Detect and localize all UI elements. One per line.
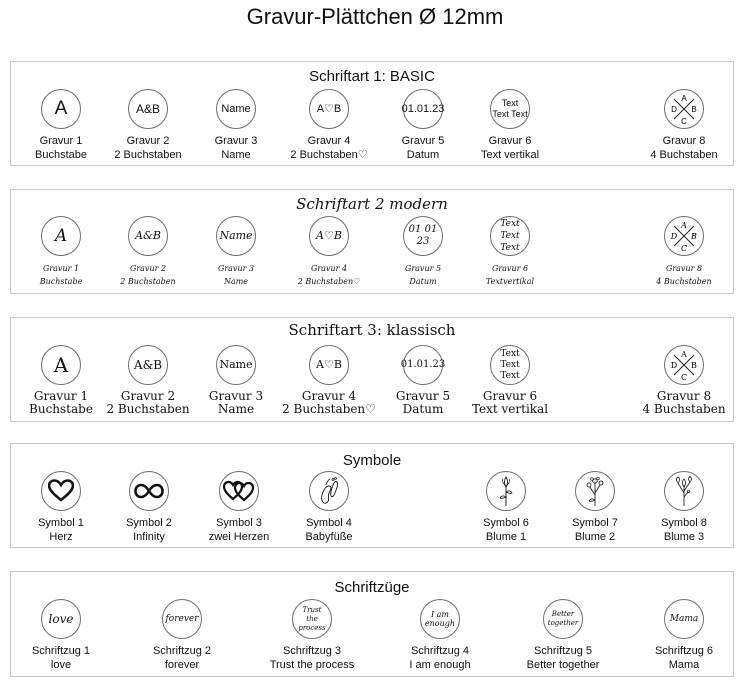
engraving-disc: A — [41, 216, 81, 256]
engraving-disc: A♡B — [309, 216, 349, 256]
option-label: Schriftzug 1 love — [31, 645, 91, 671]
engraving-disc: A♡B — [309, 89, 349, 129]
engraving-disc: Name — [216, 345, 256, 385]
option-label: Symbol 3 zwei Herzen — [208, 517, 270, 543]
option-label: Gravur 1 Buchstabe — [29, 389, 93, 416]
section-title: Schriftart 3: klassisch — [288, 321, 456, 339]
option-label: Schriftzug 3 Trust the process — [269, 645, 355, 671]
option-label: Gravur 1 Buchstabe — [35, 135, 87, 161]
section-title: Symbole — [342, 452, 402, 469]
engraving-option[interactable] — [98, 216, 198, 288]
svg-text:D: D — [671, 105, 677, 114]
svg-text:B: B — [691, 232, 697, 241]
svg-text:B: B — [691, 105, 697, 114]
engraving-disc: A — [41, 345, 81, 385]
option-label: Gravur 5 Datum — [404, 264, 442, 286]
engraving-disc: 01.01.23 — [403, 345, 443, 385]
engraving-disc: Mama — [664, 599, 704, 639]
svg-text:C: C — [680, 244, 688, 253]
svg-text:A: A — [681, 221, 687, 230]
symbol-option[interactable] — [99, 471, 199, 544]
engraving-disc: 01 01 23 — [403, 216, 443, 256]
engraving-option[interactable] — [279, 216, 379, 288]
engraving-disc: A&B — [128, 216, 168, 256]
section-symbols — [10, 443, 734, 548]
flower-1-icon — [495, 475, 517, 507]
engraving-option[interactable] — [11, 89, 111, 162]
option-label: Symbol 6 Blume 1 — [483, 517, 529, 543]
engraving-option[interactable] — [186, 216, 286, 288]
engraving-option[interactable] — [11, 345, 111, 416]
engraving-disc: A&B — [128, 89, 168, 129]
page-title: Gravur-Plättchen Ø 12mm — [246, 4, 504, 29]
svg-text:C: C — [681, 117, 687, 126]
option-label: Symbol 4 Babyfüße — [305, 517, 353, 543]
engraving-option[interactable] — [186, 89, 286, 162]
heart-icon — [48, 479, 74, 503]
svg-text:D: D — [670, 361, 678, 370]
engraving-disc — [664, 345, 704, 385]
engraving-disc: Text Text Text — [490, 216, 530, 256]
lettering-option[interactable] — [132, 599, 232, 672]
symbol-option[interactable] — [279, 471, 379, 544]
option-label: Symbol 8 Blume 3 — [661, 517, 707, 543]
symbol-option[interactable] — [11, 471, 111, 544]
option-label: Symbol 7 Blume 2 — [572, 517, 618, 543]
engraving-disc: I am enough — [420, 599, 460, 639]
option-label: Gravur 3 Name — [208, 389, 264, 416]
option-label: Gravur 4 2 Buchstaben♡ — [290, 135, 368, 161]
svg-text:C: C — [680, 373, 688, 382]
option-label: Gravur 4 2 Buchstaben♡ — [282, 389, 376, 416]
engraving-option[interactable] — [373, 89, 473, 162]
option-label: Schriftzug 6 Mama — [654, 645, 714, 671]
engraving-option[interactable] — [460, 89, 560, 162]
option-label: Gravur 8 4 Buchstaben — [650, 135, 718, 161]
engraving-option[interactable] — [634, 345, 734, 416]
engraving-disc: A♡B — [309, 345, 349, 385]
baby-feet-icon — [314, 476, 344, 506]
four-letters-cross — [665, 346, 703, 384]
option-label: Gravur 6 Textvertikal — [485, 264, 535, 286]
option-label: Schriftzug 4 I am enough — [409, 645, 471, 671]
engraving-disc: A&B — [128, 345, 168, 385]
engraving-option[interactable] — [460, 216, 560, 288]
engraving-disc: Name — [216, 216, 256, 256]
option-label: Gravur 2 2 Buchstaben — [120, 264, 176, 286]
section-title: Schriftart 2 modern — [296, 195, 448, 213]
option-label: Gravur 6 Text vertikal — [471, 389, 549, 416]
engraving-disc: love — [41, 599, 81, 639]
option-label: Gravur 5 Datum — [401, 135, 445, 161]
engraving-disc — [664, 216, 704, 256]
option-label: Schriftzug 2 forever — [152, 645, 212, 671]
svg-text:D: D — [670, 232, 678, 241]
engraving-option[interactable] — [460, 345, 560, 416]
option-label: Gravur 4 2 Buchstaben♡ — [297, 264, 361, 286]
engraving-option[interactable] — [373, 345, 473, 416]
engraving-option[interactable] — [186, 345, 286, 416]
engraving-disc: Text Text Text — [490, 89, 530, 129]
symbol-option[interactable] — [545, 471, 645, 544]
section-title: Schriftart 1: BASIC — [309, 68, 435, 85]
symbol-option[interactable] — [456, 471, 556, 544]
flower-3-icon — [672, 475, 696, 507]
two-hearts-icon — [223, 480, 255, 502]
option-label: Gravur 2 2 Buchstaben — [114, 135, 182, 161]
engraving-disc: Trust the process — [292, 599, 332, 639]
section-basic — [10, 61, 734, 166]
section-modern — [10, 189, 734, 294]
option-label: Gravur 8 4 Buchstaben — [642, 389, 726, 416]
lettering-option[interactable] — [513, 599, 613, 672]
four-letters-cross — [665, 217, 703, 255]
engraving-disc: Better together — [543, 599, 583, 639]
engraving-disc: Text Text Text — [490, 345, 530, 385]
svg-text:A: A — [681, 350, 687, 359]
symbol-option[interactable] — [189, 471, 289, 544]
engraving-disc: A — [41, 89, 81, 129]
lettering-option[interactable] — [11, 599, 111, 672]
option-label: Gravur 2 2 Buchstaben — [106, 389, 190, 416]
option-label: Gravur 3 Name — [214, 135, 258, 161]
engraving-disc: forever — [162, 599, 202, 639]
option-label: Schriftzug 5 Better together — [526, 645, 600, 671]
option-label: Symbol 2 Infinity — [126, 517, 172, 543]
option-label: Gravur 8 4 Buchstaben — [656, 264, 712, 286]
option-label: Symbol 1 Herz — [38, 517, 84, 543]
engraving-option[interactable] — [279, 89, 379, 162]
engraving-option[interactable] — [98, 89, 198, 162]
section-classic — [10, 317, 734, 422]
four-letters-cross — [665, 90, 703, 128]
section-title: Schriftzüge — [334, 579, 410, 596]
option-label: Gravur 6 Text vertikal — [480, 135, 540, 161]
option-label: Gravur 3 Name — [217, 264, 255, 286]
engraving-option[interactable] — [279, 345, 379, 416]
engraving-disc: Name — [216, 89, 256, 129]
engraving-option[interactable] — [373, 216, 473, 288]
engraving-option[interactable] — [98, 345, 198, 416]
flower-2-icon — [583, 475, 607, 507]
svg-text:A: A — [681, 94, 687, 103]
option-label: Gravur 1 Buchstabe — [39, 264, 83, 286]
engraving-option[interactable] — [11, 216, 111, 288]
infinity-icon — [134, 483, 164, 499]
lettering-option[interactable] — [262, 599, 362, 672]
symbol-option[interactable] — [634, 471, 734, 544]
option-label: Gravur 5 Datum — [395, 389, 451, 416]
svg-text:B: B — [691, 361, 697, 370]
lettering-option[interactable] — [634, 599, 734, 672]
section-lettering — [10, 571, 734, 677]
lettering-option[interactable] — [390, 599, 490, 672]
engraving-disc: 01.01.23 — [403, 89, 443, 129]
engraving-disc — [664, 89, 704, 129]
engraving-option[interactable] — [634, 89, 734, 162]
engraving-option[interactable] — [634, 216, 734, 288]
